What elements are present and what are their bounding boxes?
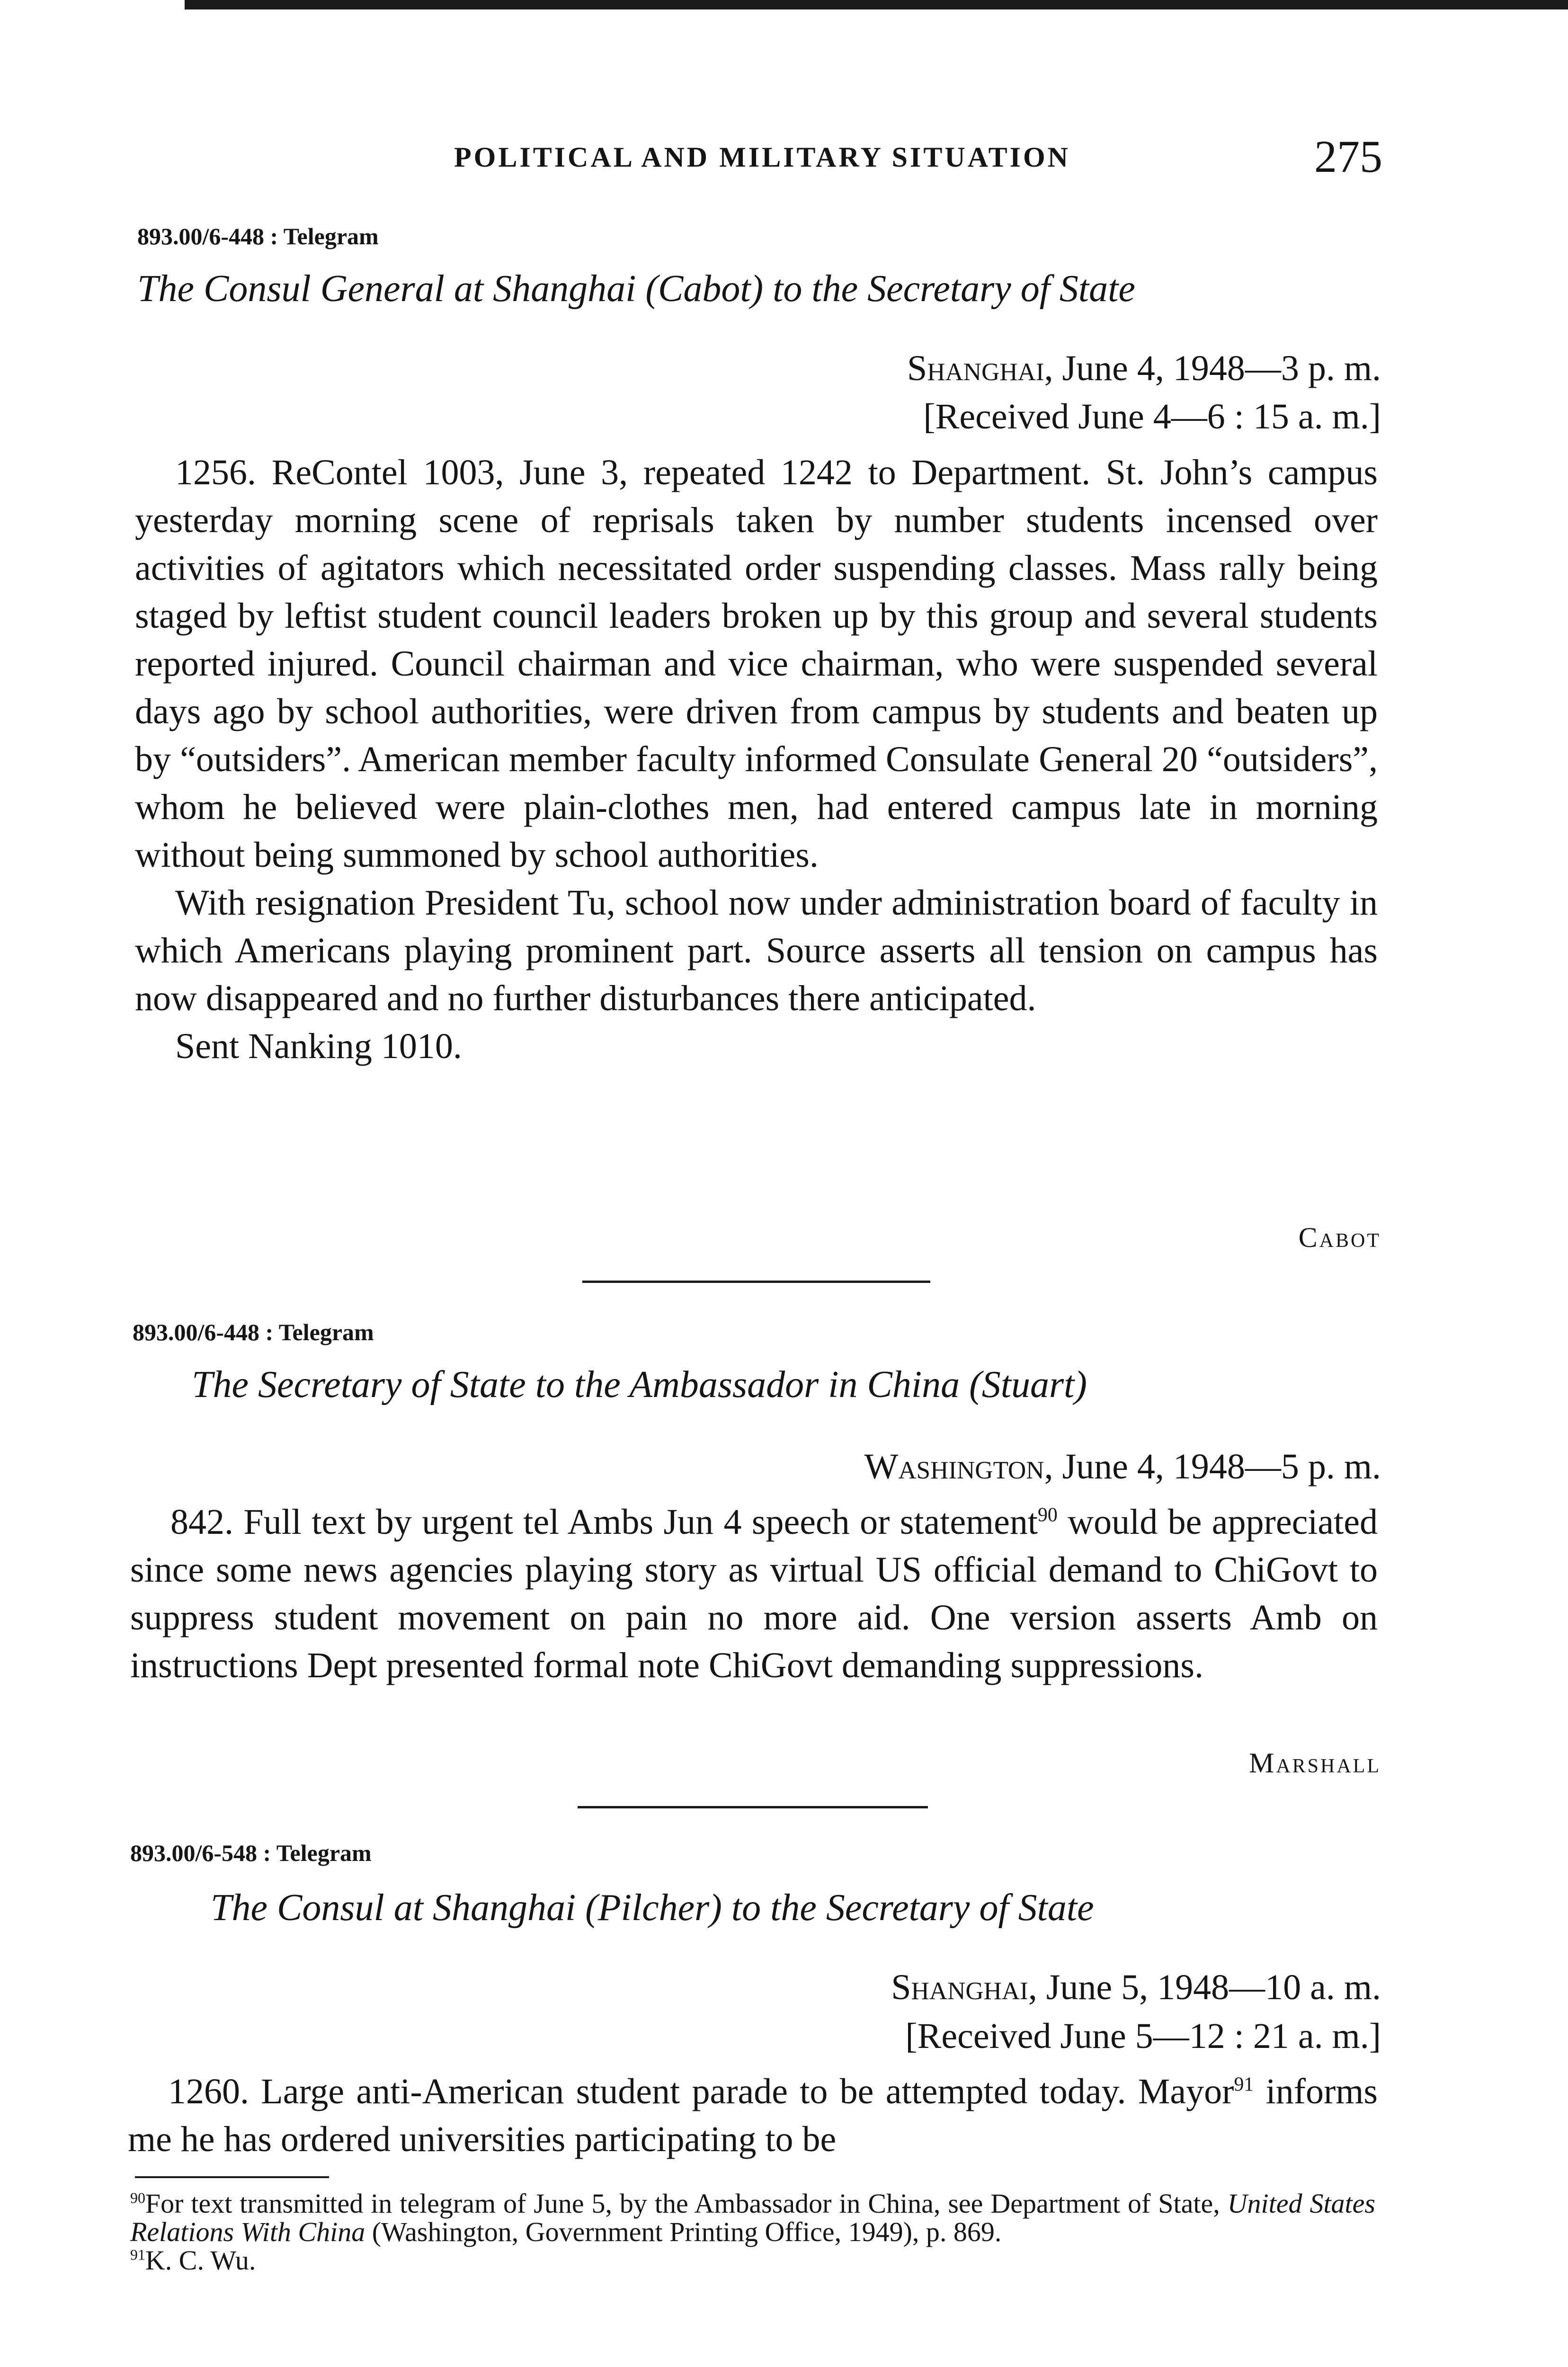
received-line: [Received June 4—6 : 15 a. m.] [923,397,1381,436]
dateline-date: , June 5, 1948—10 a. m. [1028,1967,1381,2007]
running-header: POLITICAL AND MILITARY SITUATION [454,142,1070,173]
dateline-place: Washington [864,1447,1044,1486]
footnote-ref: 91 [1234,2073,1254,2096]
received-line: [Received June 5—12 : 21 a. m.] [905,2016,1381,2056]
body-paragraph: 1256. ReContel 1003, June 3, repeated 1242 to Department. St. John’s campus yesterday morning scene of reprisals taken by number students incensed over activities of agitators which necessitated order suspending classes. Mass rally being staged by leftist student council leaders broken up by this group and several students reported injured. Council chairman and vice chairman, who were suspended several days ago by school authorities, were driven from campus by students and beaten up by “outsiders”. American member faculty informed Consulate General 20 “outsiders”, whom he believed were plain-clothes men, had entered campus late in morning without being summoned by school authorities. [135,453,1378,875]
file-reference: 893.00/6-448 : Telegram [133,1319,374,1345]
section-divider [582,1281,930,1283]
footnote-91: $^{91}$K. C. Wu. [130,2245,256,2276]
dateline-date: , June 4, 1948—5 p. m. [1044,1447,1381,1486]
footnote-marker: 90 [130,2189,145,2207]
top-border-line [185,0,1568,9]
document-title: The Secretary of State to the Ambassador in China (Stuart) [192,1364,1087,1406]
page-number: 275 [1314,131,1382,182]
dateline [907,348,1381,389]
body-paragraph: 1260. Large anti-American student parade to be attempted today. Mayor$^{91}$ informs me he has ordered universities participating to be [128,2072,1378,2159]
signature: Marshall [1248,1747,1381,1779]
dateline-place: Shanghai [891,1967,1028,2007]
footnote-marker: 91 [130,2246,145,2263]
dateline-place: Shanghai [907,348,1044,388]
document-body [130,1498,1378,1690]
signature: Cabot [1298,1222,1381,1253]
dateline [864,1446,1381,1487]
document-body [135,449,1378,1070]
document-title: The Consul at Shanghai (Pilcher) to the Secretary of State [211,1887,1094,1929]
footnote-ref: 90 [1038,1504,1058,1526]
body-paragraph: 842. Full text by urgent tel Ambs Jun 4 speech or statement$^{90}$ would be appreciated since some news agencies playing story as virtual US official demand to ChiGovt to suppress student movement on pain no more aid. One version asserts Amb on instructions Dept presented formal note ChiGovt demanding suppressions. [130,1502,1378,1685]
footnotes [130,2189,1375,2275]
section-divider [578,1806,928,1808]
document-body [128,2068,1378,2163]
file-reference: 893.00/6-548 : Telegram [130,1840,372,1866]
footnote-90: $^{90}$For text transmitted in telegram of June 5, by the Ambassador in China, see Department of State, United States Relations With China (Washington, Government Printing Office, 1949), p. 869. [130,2188,1375,2247]
footnote-divider [135,2176,329,2178]
dateline [891,1967,1381,2008]
file-reference: 893.00/6-448 : Telegram [137,223,379,249]
document-title: The Consul General at Shanghai (Cabot) to the Secretary of State [137,268,1135,310]
body-paragraph: With resignation President Tu, school now under administration board of faculty in which Americans playing prominent part. Source asserts all tension on campus has now disappeared and no further disturbances there anticipated. [135,883,1378,1018]
dateline-date: , June 4, 1948—3 p. m. [1044,348,1381,388]
body-paragraph: Sent Nanking 1010. [175,1026,462,1066]
